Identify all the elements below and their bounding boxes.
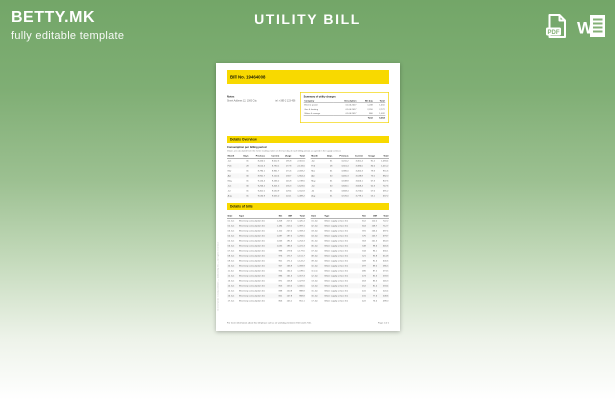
- table-row: Electric power 01.06.2017 1,208 1,450: [304, 103, 385, 107]
- column-header: Current: [266, 155, 280, 158]
- table-row: 05 Jun Water supply service fee 563 101.3 664.3: [311, 239, 389, 242]
- table-row: Mar 31 8,790.1 8,961.7 171.6 2,059.2: [227, 169, 305, 172]
- consumption-note: Values are calculated from the meter readings taken on the last day of each billing period, as agreed in the supply contract.: [226, 149, 342, 153]
- table-row: Feb 28 8,612.3 8,790.1 177.8 2,133.6: [227, 164, 305, 167]
- column-header: VAT: [283, 215, 293, 218]
- column-header: Month: [311, 155, 323, 158]
- column-header: Days: [323, 155, 333, 158]
- word-download-icon[interactable]: [576, 12, 608, 40]
- bill-info-row: [227, 92, 389, 123]
- table-row: 12 Jun Water supply service fee 474 85.3 559.3: [311, 274, 389, 277]
- notes-phone: tel: +389 2 123 456: [275, 99, 296, 102]
- table-row: Mar 31 3,386.0 3,465.3 79.3 951.6: [311, 169, 389, 172]
- table-row: 09 Jun Electricity consumption fee 951 171.2 1,122.2: [227, 259, 305, 262]
- summary-title: Summary of utility charges: [303, 94, 336, 98]
- column-header: Type: [324, 215, 358, 218]
- column-header: Company: [304, 100, 334, 103]
- table-row: 02 Jun Water supply service fee 604 108.7 712.7: [311, 224, 389, 227]
- table-row: 10 Jun Water supply service fee 497 89.5 586.5: [311, 264, 389, 267]
- table-row: 17 Jun Electricity consumption fee 806 145.1 951.1: [227, 299, 305, 302]
- column-header: Net buy: [357, 100, 373, 103]
- utility-bill-page: [216, 63, 400, 331]
- table-row: 08 Jun Water supply service fee 521 93.8 614.8: [311, 254, 389, 257]
- column-header: Previous: [333, 155, 349, 158]
- table-row: Jul 31 3,668.4 3,726.0 57.6 691.2: [311, 189, 389, 192]
- column-header: Total: [292, 155, 305, 158]
- summary-total-label: Total: [357, 116, 373, 120]
- brand-logo[interactable]: BETTY.MK: [11, 9, 95, 26]
- table-row: 12 Jun Electricity consumption fee 896 161.3 1,057.3: [227, 274, 305, 277]
- table-row: 03 Jun Water supply service fee 591 106.4 697.4: [311, 229, 389, 232]
- table-row: 06 Jun Electricity consumption fee 1,035 186.3 1,221.3: [227, 244, 305, 247]
- table-row: 09 Jun Water supply service fee 509 91.6 600.6: [311, 259, 389, 262]
- column-header: Total: [373, 100, 385, 103]
- table-row: Aug 31 9,530.9 9,655.0 124.1 1,489.2: [227, 194, 305, 197]
- table-row: May 31 9,120.4 9,266.2 145.8 1,749.6: [227, 179, 305, 182]
- table-row: 07 Jun Water supply service fee 534 96.1 630.1: [311, 249, 389, 252]
- table-row: 08 Jun Electricity consumption fee 976 175.7 1,151.7: [227, 254, 305, 257]
- column-header: Total: [378, 215, 389, 218]
- summary-table: [304, 100, 386, 120]
- pdf-download-icon[interactable]: [543, 12, 569, 40]
- column-header: Total: [376, 155, 389, 158]
- bills-tables: [227, 215, 389, 303]
- bills-table-left: [227, 215, 305, 303]
- svg-text:W: W: [577, 18, 594, 38]
- table-row: Jun 30 9,266.2 9,401.5 135.3 1,623.6: [227, 184, 305, 187]
- table-row: Apr 30 8,961.7 9,120.4 158.7 1,904.4: [227, 174, 305, 177]
- table-row: 03 Jun Electricity consumption fee 1,152 207.4 1,359.4: [227, 229, 305, 232]
- consumption-subtitle: Consumption per billing period: [226, 145, 267, 149]
- consumption-table-right: [311, 155, 389, 198]
- table-row: May 31 3,538.8 3,606.1 67.3 807.6: [311, 179, 389, 182]
- table-row: Aug 31 3,726.0 3,779.1 53.1 637.2: [311, 194, 389, 197]
- table-row: 01 Jun Electricity consumption fee 1,208 217.4 1,425.4: [227, 219, 305, 222]
- consumption-tables: [227, 155, 389, 198]
- column-header: VAT: [366, 215, 377, 218]
- footer-info: For more information about this bill please call us on workdays between 8:00 and 17:00.: [226, 321, 312, 325]
- table-row: 17 Jun Water supply service fee 422 76.0 498.0: [311, 299, 389, 302]
- table-row: 06 Jun Water supply service fee 548 98.6 646.6: [311, 244, 389, 247]
- notes-address: Street Address 12, 1000 City: [226, 99, 257, 102]
- column-header: Current: [349, 155, 363, 158]
- table-row: 07 Jun Electricity consumption fee 998 179.6 1,177.6: [227, 249, 305, 252]
- brand-tagline: fully editable template: [11, 30, 125, 42]
- bill-footer: [227, 322, 389, 324]
- table-row: Jun 30 3,606.1 3,668.4 62.3 747.6: [311, 184, 389, 187]
- table-row: 16 Jun Water supply service fee 431 77.6 508.6: [311, 294, 389, 297]
- column-header: Net: [358, 215, 366, 218]
- table-row: 05 Jun Electricity consumption fee 1,063 191.3 1,254.3: [227, 239, 305, 242]
- table-row: 11 Jun Water supply service fee 486 87.5 573.5: [311, 269, 389, 272]
- bills-section-bar: Details of bills: [227, 203, 389, 210]
- consumption-section-bar: Details Overview: [227, 136, 389, 143]
- document-preview: [216, 63, 400, 331]
- column-header: Previous: [249, 155, 265, 158]
- summary-box: [300, 92, 389, 123]
- table-row: 02 Jun Electricity consumption fee 1,184 213.1 1,397.1: [227, 224, 305, 227]
- notes-label: Notes: [226, 95, 235, 99]
- table-row: 04 Jun Water supply service fee 576 103.7 679.7: [311, 234, 389, 237]
- table-row: Jan 31 3,210.2 3,301.4 91.2 1,094.4: [311, 159, 389, 162]
- column-header: Days: [239, 155, 249, 158]
- summary-total-value: 5,254: [373, 116, 385, 120]
- table-row: 04 Jun Electricity consumption fee 1,097 197.5 1,294.5: [227, 234, 305, 237]
- table-row: 14 Jun Water supply service fee 452 81.4 533.4: [311, 284, 389, 287]
- table-row: 13 Jun Electricity consumption fee 871 156.8 1,027.8: [227, 279, 305, 282]
- bills-table-right: [311, 215, 389, 303]
- side-margin-note: This template is fully editable — www.betty.mk — all rights reserved: [217, 242, 220, 312]
- table-row: Gas & heating 01.06.2017 2,310 2,772: [304, 108, 385, 111]
- column-header: Type: [238, 215, 272, 218]
- column-header: Date: [227, 215, 238, 218]
- table-row: 15 Jun Electricity consumption fee 838 150.8 988.8: [227, 289, 305, 292]
- column-header: Usage: [280, 155, 292, 158]
- svg-text:PDF: PDF: [547, 29, 560, 36]
- table-row: 15 Jun Water supply service fee 441 79.4 520.4: [311, 289, 389, 292]
- summary-total-row: [304, 116, 386, 120]
- table-row: Feb 28 3,301.4 3,386.0 84.6 1,015.2: [311, 164, 389, 167]
- column-header: Date: [311, 215, 324, 218]
- column-header: Month: [227, 155, 239, 158]
- table-row: Jan 31 8,420.5 8,612.3 191.8 2,301.6: [227, 159, 305, 162]
- table-row: 11 Jun Electricity consumption fee 914 164.5 1,078.5: [227, 269, 305, 272]
- column-header: Description: [334, 100, 357, 103]
- table-row: Jul 31 9,401.5 9,530.9 129.4 1,552.8: [227, 189, 305, 192]
- table-row: Apr 30 3,465.3 3,538.8 73.5 882.0: [311, 174, 389, 177]
- format-icons: [543, 12, 608, 40]
- column-header: Total: [293, 215, 306, 218]
- table-row: 16 Jun Electricity consumption fee 821 147.8 968.8: [227, 294, 305, 297]
- bill-header-bar: Bill No. 19464008: [227, 70, 389, 84]
- footer-page-number: Page 1 of 1: [377, 321, 389, 325]
- page-title: UTILITY BILL: [254, 11, 361, 27]
- table-row: 10 Jun Electricity consumption fee 927 166.9 1,093.9: [227, 264, 305, 267]
- table-row: 01 Jun Water supply service fee 612 110.2 722.2: [311, 219, 389, 222]
- bill-notes: [227, 92, 300, 123]
- column-header: Net: [273, 215, 283, 218]
- table-row: 13 Jun Water supply service fee 463 83.3 546.3: [311, 279, 389, 282]
- table-row: Water & sewage 01.06.2017 860 1,032: [304, 112, 385, 115]
- table-row: 14 Jun Electricity consumption fee 853 153.5 1,006.5: [227, 284, 305, 287]
- consumption-table-left: [227, 155, 305, 198]
- column-header: Usage: [363, 155, 375, 158]
